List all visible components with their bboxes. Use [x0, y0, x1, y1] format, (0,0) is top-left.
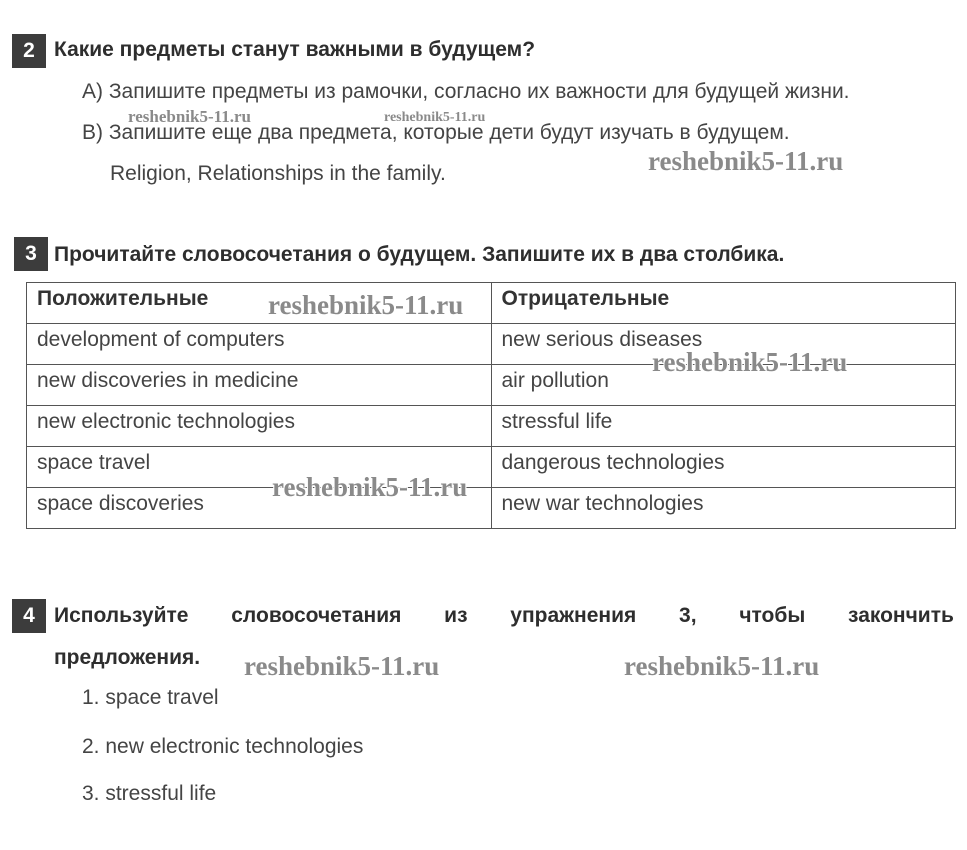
title-word: упражнения: [510, 604, 637, 627]
title-word: Используйте: [54, 604, 189, 627]
positive-cell: new discoveries in medicine: [27, 365, 492, 406]
positive-cell: space travel: [27, 447, 492, 488]
exercise-2-title: Какие предметы станут важными в будущем?: [54, 38, 536, 61]
column-header-negative: Отрицательные: [491, 283, 956, 324]
column-header-positive: Положительные: [27, 283, 492, 324]
watermark: reshebnik5-11.ru: [384, 110, 486, 125]
positive-cell: space discoveries: [27, 488, 492, 529]
table-row: [27, 447, 956, 488]
watermark: reshebnik5-11.ru: [624, 651, 820, 681]
table-header-row: [27, 283, 956, 324]
positive-cell: development of computers: [27, 324, 492, 365]
title-word: 3,: [679, 604, 697, 627]
exercise-4-answer: 1. space travel: [82, 686, 219, 709]
exercise-4-title-line-2: предложения.: [54, 646, 201, 669]
watermark: reshebnik5-11.ru: [272, 472, 468, 502]
exercise-2-task-a: A) Запишите предметы из рамочки, согласно их важности для будущей жизни.: [82, 80, 850, 103]
exercise-2-answer: Religion, Relationships in the family.: [110, 162, 446, 185]
negative-cell: air pollution: [491, 365, 956, 406]
watermark: reshebnik5-11.ru: [648, 146, 844, 176]
exercise-2-task-b: B) Запишите еще два предмета, которые дети будут изучать в будущем.: [82, 121, 790, 144]
exercise-4-number: 4: [12, 599, 46, 633]
watermark: reshebnik5-11.ru: [268, 290, 464, 320]
table-row: [27, 406, 956, 447]
phrases-table: [26, 282, 956, 529]
table-row: [27, 488, 956, 529]
title-word: из: [444, 604, 468, 627]
negative-cell: stressful life: [491, 406, 956, 447]
watermark: reshebnik5-11.ru: [244, 651, 440, 681]
exercise-4-answer: 2. new electronic technologies: [82, 735, 364, 758]
negative-cell: new war technologies: [491, 488, 956, 529]
title-word: закончить: [848, 604, 954, 627]
title-word: словосочетания: [231, 604, 402, 627]
exercise-4-title: [54, 604, 954, 628]
watermark: reshebnik5-11.ru: [128, 107, 251, 126]
exercise-3-number: 3: [14, 237, 48, 271]
exercise-2-number: 2: [12, 34, 46, 68]
negative-cell: dangerous technologies: [491, 447, 956, 488]
positive-cell: new electronic technologies: [27, 406, 492, 447]
watermark: reshebnik5-11.ru: [652, 347, 848, 377]
negative-cell: new serious diseases: [491, 324, 956, 365]
title-word: чтобы: [739, 604, 806, 627]
exercise-4-answer: 3. stressful life: [82, 782, 217, 805]
exercise-3-title: Прочитайте словосочетания о будущем. Запишите их в два столбика.: [54, 243, 785, 266]
